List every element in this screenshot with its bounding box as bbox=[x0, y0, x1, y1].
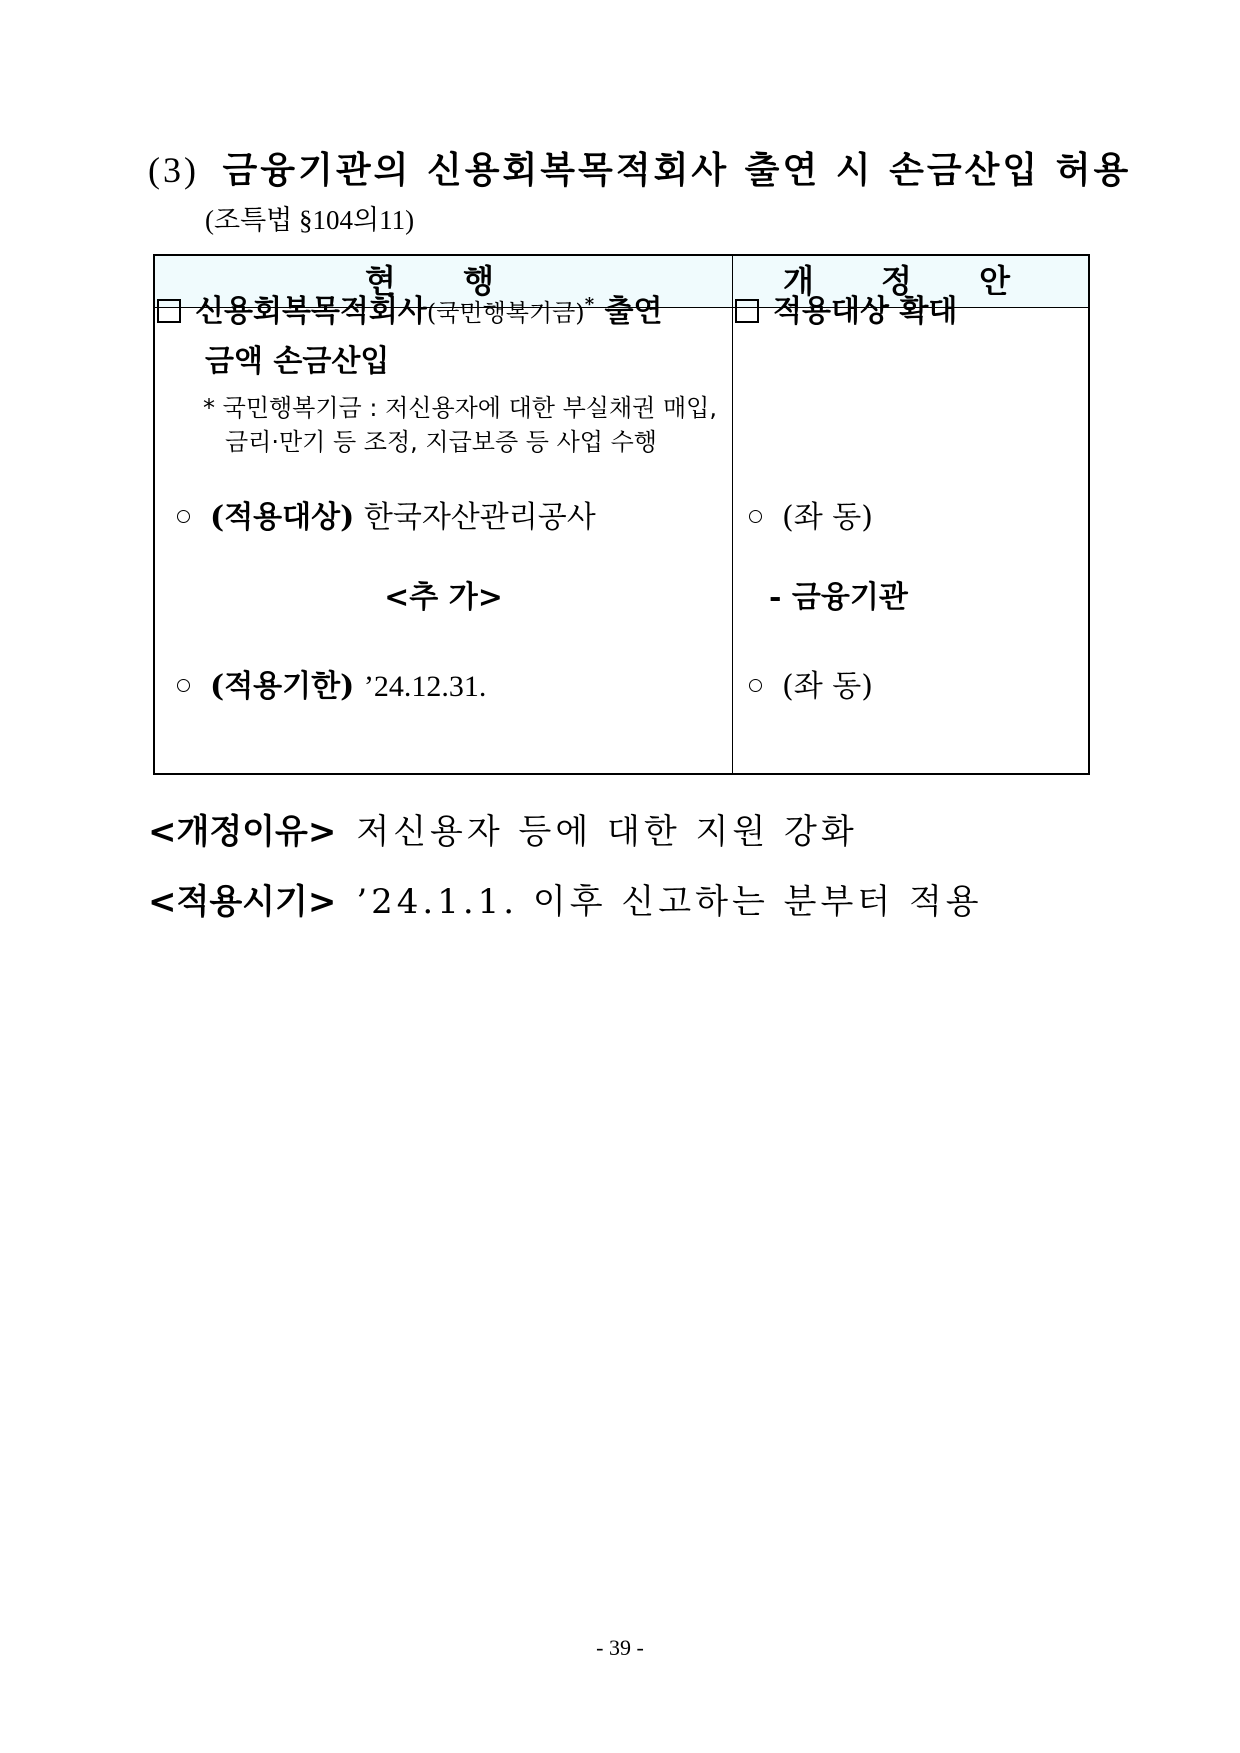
revision-reason-label: <개정이유> bbox=[148, 812, 337, 852]
revised-target bbox=[749, 492, 873, 536]
effective-date-text: ’24.1.1. 이후 신고하는 분부터 적용 bbox=[356, 882, 983, 922]
checkbox-square-icon bbox=[157, 299, 181, 323]
page-number: - 39 - bbox=[596, 1635, 644, 1660]
effective-date-label: <적용시기> bbox=[148, 882, 337, 922]
current-item-paren: (국민행복기금) bbox=[426, 299, 585, 327]
revised-target-same: (좌 동) bbox=[782, 500, 873, 535]
law-reference: (조특법 §104의11) bbox=[205, 205, 415, 235]
section-number: (3) bbox=[148, 150, 199, 190]
current-item-main: 신용회복목적회사 bbox=[195, 294, 427, 329]
footnote-mark: * bbox=[584, 294, 595, 315]
revision-reason-text: 저신용자 등에 대한 지원 강화 bbox=[356, 812, 858, 852]
current-period-value: ’24.12.31. bbox=[363, 670, 487, 703]
current-item bbox=[157, 286, 663, 330]
bullet-circle-icon bbox=[177, 510, 190, 523]
revised-item-main: 적용대상 확대 bbox=[773, 294, 958, 329]
revised-period bbox=[749, 661, 873, 705]
section-title-text: 금융기관의 신용회복목적회사 출연 시 손금산입 허용 bbox=[222, 149, 1132, 191]
bullet-circle-icon bbox=[177, 679, 190, 692]
header-current: 현 행 bbox=[365, 262, 522, 300]
revision-reason bbox=[148, 804, 858, 853]
revised-item bbox=[735, 286, 957, 330]
revised-period-same: (좌 동) bbox=[782, 669, 873, 704]
column-divider bbox=[732, 256, 733, 773]
bullet-circle-icon bbox=[749, 510, 762, 523]
header-revised: 개 정 안 bbox=[782, 262, 1039, 300]
current-addition: <추 가> bbox=[384, 580, 503, 615]
current-target bbox=[177, 492, 596, 536]
current-period bbox=[177, 661, 486, 705]
current-target-label: (적용대상) bbox=[210, 500, 355, 535]
footnote-line-1: * 국민행복기금 : 저신용자에 대한 부실채권 매입, bbox=[203, 394, 717, 422]
bullet-circle-icon bbox=[749, 679, 762, 692]
footnote-line-2: 금리·만기 등 조정, 지급보증 등 사업 수행 bbox=[225, 428, 657, 456]
revised-addition-item: - 금융기관 bbox=[769, 580, 908, 615]
current-target-value: 한국자산관리공사 bbox=[363, 500, 596, 535]
checkbox-square-icon bbox=[735, 299, 759, 323]
section-title bbox=[148, 142, 1131, 193]
current-period-label: (적용기한) bbox=[210, 669, 355, 704]
effective-date bbox=[148, 874, 983, 923]
comparison-table bbox=[153, 254, 1090, 775]
current-item-line2: 금액 손금산입 bbox=[205, 344, 390, 379]
current-item-tail: 출연 bbox=[594, 294, 663, 329]
